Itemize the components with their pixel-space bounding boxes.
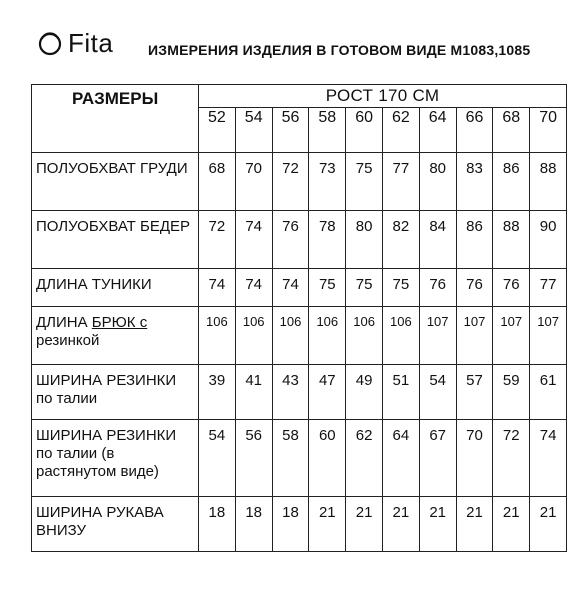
table-cell: 70 xyxy=(235,153,272,211)
size-header: 64 xyxy=(419,107,456,152)
table-cell: 80 xyxy=(419,153,456,211)
document-header xyxy=(0,24,581,64)
size-header: 54 xyxy=(235,107,272,152)
brand-logo xyxy=(36,28,113,58)
table-cell: 77 xyxy=(530,269,567,307)
size-chart-table xyxy=(31,84,567,552)
table-cell: 21 xyxy=(419,497,456,552)
table-cell: 73 xyxy=(309,153,346,211)
table-cell: 107 xyxy=(493,307,530,365)
table-cell: 77 xyxy=(382,153,419,211)
table-cell: 83 xyxy=(456,153,493,211)
table-cell: 47 xyxy=(309,365,346,420)
table-cell: 75 xyxy=(346,269,383,307)
table-cell: 72 xyxy=(272,153,309,211)
table-cell: 49 xyxy=(346,365,383,420)
table-cell: 107 xyxy=(456,307,493,365)
row-label-line: ШИРИНА РЕЗИНКИ xyxy=(36,427,177,444)
table-cell: 74 xyxy=(235,269,272,307)
table-cell: 82 xyxy=(382,211,419,269)
table-cell: 106 xyxy=(309,307,346,365)
row-label-part: ДЛИНА xyxy=(36,314,92,331)
table-cell: 41 xyxy=(235,365,272,420)
table-cell: 106 xyxy=(272,307,309,365)
table-cell: 75 xyxy=(309,269,346,307)
table-cell: 39 xyxy=(199,365,236,420)
size-header: 62 xyxy=(382,107,419,152)
size-header: 58 xyxy=(309,107,346,152)
table-cell: 58 xyxy=(272,420,309,497)
size-header: 52 xyxy=(199,107,236,152)
table-row xyxy=(32,420,567,497)
table-cell: 18 xyxy=(272,497,309,552)
table-cell: 62 xyxy=(346,420,383,497)
table-cell: 76 xyxy=(419,269,456,307)
table-cell: 75 xyxy=(346,153,383,211)
table-cell: 84 xyxy=(419,211,456,269)
table-row xyxy=(32,211,567,269)
table-cell: 76 xyxy=(456,269,493,307)
table-cell: 54 xyxy=(199,420,236,497)
height-group-header: РОСТ 170 СМ xyxy=(199,85,567,108)
table-cell: 78 xyxy=(309,211,346,269)
header-row-group xyxy=(32,85,567,108)
table-cell: 86 xyxy=(456,211,493,269)
table-cell: 74 xyxy=(530,420,567,497)
table-cell: 88 xyxy=(493,211,530,269)
table-cell: 74 xyxy=(272,269,309,307)
table-cell: 57 xyxy=(456,365,493,420)
table-cell: 68 xyxy=(199,153,236,211)
size-header: 60 xyxy=(346,107,383,152)
table-cell: 54 xyxy=(419,365,456,420)
table-cell: 75 xyxy=(382,269,419,307)
table-cell: 107 xyxy=(530,307,567,365)
table-row xyxy=(32,269,567,307)
table-cell: 67 xyxy=(419,420,456,497)
row-label-trousers-length xyxy=(32,307,199,365)
size-header: 56 xyxy=(272,107,309,152)
table-cell: 90 xyxy=(530,211,567,269)
table-cell: 70 xyxy=(456,420,493,497)
table-cell: 74 xyxy=(235,211,272,269)
table-cell: 74 xyxy=(199,269,236,307)
table-cell: 107 xyxy=(419,307,456,365)
row-label-chest: ПОЛУОБХВАТ ГРУДИ xyxy=(32,153,199,211)
table-cell: 43 xyxy=(272,365,309,420)
size-header: 66 xyxy=(456,107,493,152)
size-header: 68 xyxy=(493,107,530,152)
logo-wordmark: Fita xyxy=(68,27,114,58)
row-label-line: ШИРИНА РЕЗИНКИ xyxy=(36,372,177,389)
row-label-part: резинкой xyxy=(36,332,100,349)
table-row xyxy=(32,497,567,552)
table-cell: 21 xyxy=(456,497,493,552)
row-label-elastic-width xyxy=(32,365,199,420)
size-header: 70 xyxy=(530,107,567,152)
table-cell: 21 xyxy=(309,497,346,552)
table-row xyxy=(32,153,567,211)
row-label-elastic-stretched xyxy=(32,420,199,497)
table-cell: 21 xyxy=(346,497,383,552)
row-label-tunic-length: ДЛИНА ТУНИКИ xyxy=(32,269,199,307)
table-cell: 61 xyxy=(530,365,567,420)
row-label-line: по талии (в растянутом виде) xyxy=(36,445,159,480)
table-cell: 18 xyxy=(235,497,272,552)
table-cell: 106 xyxy=(382,307,419,365)
table-cell: 21 xyxy=(530,497,567,552)
table-cell: 76 xyxy=(272,211,309,269)
table-cell: 106 xyxy=(346,307,383,365)
table-cell: 106 xyxy=(235,307,272,365)
fita-logo-icon xyxy=(36,29,64,57)
document-title: ИЗМЕРЕНИЯ ИЗДЕЛИЯ В ГОТОВОМ ВИДЕ М1083,1085 xyxy=(148,42,531,58)
sizes-header: РАЗМЕРЫ xyxy=(32,85,199,153)
table-row xyxy=(32,307,567,365)
table-row xyxy=(32,365,567,420)
table-cell: 21 xyxy=(382,497,419,552)
table-cell: 59 xyxy=(493,365,530,420)
table-cell: 86 xyxy=(493,153,530,211)
table-cell: 60 xyxy=(309,420,346,497)
table-cell: 21 xyxy=(493,497,530,552)
table-cell: 80 xyxy=(346,211,383,269)
table-cell: 51 xyxy=(382,365,419,420)
table-cell: 76 xyxy=(493,269,530,307)
table-cell: 72 xyxy=(199,211,236,269)
row-label-hips: ПОЛУОБХВАТ БЕДЕР xyxy=(32,211,199,269)
table-cell: 64 xyxy=(382,420,419,497)
table-cell: 18 xyxy=(199,497,236,552)
table-cell: 88 xyxy=(530,153,567,211)
table-cell: 72 xyxy=(493,420,530,497)
table-cell: 56 xyxy=(235,420,272,497)
row-label-part-underlined: БРЮК с xyxy=(91,314,148,331)
row-label-line: по талии xyxy=(36,390,98,407)
table-cell: 106 xyxy=(199,307,236,365)
row-label-sleeve-width: ШИРИНА РУКАВА ВНИЗУ xyxy=(32,497,199,552)
